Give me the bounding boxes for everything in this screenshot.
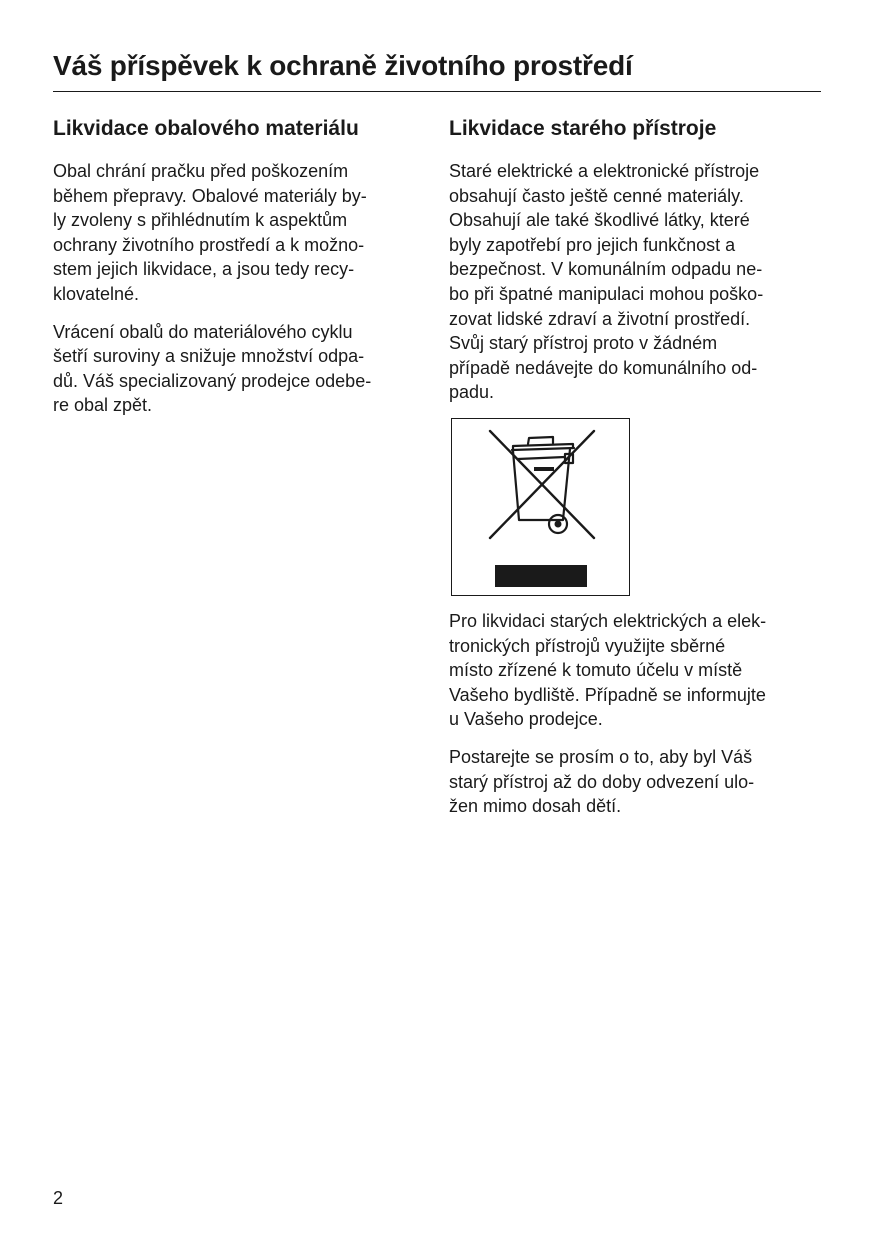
text-line: bo při špatné manipulaci mohou poško-: [449, 283, 764, 304]
text-line: re obal zpět.: [53, 395, 153, 416]
old-appliance-disposal-heading: Likvidace starého přístroje: [449, 117, 717, 140]
text-line: zovat lidské zdraví a životní prostředí.: [449, 308, 751, 329]
text-line: starý přístroj až do doby odvezení ulo-: [449, 771, 755, 792]
black-bar: [495, 565, 587, 587]
text-line: klovatelné.: [53, 283, 140, 304]
text-line: stem jejich likvidace, a jsou tedy recy-: [53, 259, 355, 280]
old-appliance-paragraph-1: [449, 159, 827, 405]
text-line: žen mimo dosah dětí.: [449, 796, 622, 817]
old-appliance-paragraph-2: [449, 609, 827, 732]
text-line: u Vašeho prodejce.: [449, 709, 603, 730]
text-line: dů. Váš specializovaný prodejce odebe-: [53, 370, 372, 391]
page-number: 2: [53, 1188, 64, 1208]
old-appliance-paragraph-3: [449, 745, 827, 819]
text-line: Postarejte se prosím o to, aby byl Váš: [449, 746, 753, 767]
text-line: Svůj starý přístroj proto v žádném: [449, 333, 718, 354]
text-line: ochrany životního prostředí a k možno-: [53, 234, 365, 255]
text-line: Vašeho bydliště. Případně se informujte: [449, 684, 766, 705]
left-column: [53, 114, 428, 431]
text-line: Pro likvidaci starých elektrických a elek-: [449, 610, 767, 631]
right-column: [449, 114, 827, 832]
text-line: byly zapotřebí pro jejich funkčnost a: [449, 234, 736, 255]
text-line: šetří suroviny a snižuje množství odpa-: [53, 346, 365, 367]
text-line: Obal chrání pračku před poškozením: [53, 161, 349, 181]
weee-symbol-box: [451, 418, 630, 596]
page-title: Váš příspěvek k ochraně životního prostředí: [53, 50, 633, 81]
text-line: případě nedávejte do komunálního od-: [449, 357, 758, 378]
text-line: Obsahují ale také škodlivé látky, které: [449, 210, 750, 231]
text-line: tronických přístrojů využijte sběrné: [449, 635, 726, 656]
text-line: místo zřízené k tomuto účelu v místě: [449, 660, 743, 681]
text-line: bezpečnost. V komunálním odpadu ne-: [449, 259, 763, 280]
text-line: během přepravy. Obalové materiály by-: [53, 185, 367, 206]
text-line: ly zvoleny s přihlédnutím k aspektům: [53, 210, 348, 231]
text-line: Vrácení obalů do materiálového cyklu: [53, 321, 353, 342]
title-divider: [53, 91, 821, 92]
packaging-paragraph-2: [53, 320, 428, 418]
text-line: Staré elektrické a elektronické přístroje: [449, 161, 760, 181]
packaging-paragraph-1: [53, 159, 428, 307]
packaging-disposal-heading: Likvidace obalového materiálu: [53, 117, 359, 140]
text-line: padu.: [449, 382, 495, 403]
crossed-out-wheelie-bin-icon: [452, 419, 629, 595]
text-line: obsahují často ještě cenné materiály.: [449, 185, 744, 206]
